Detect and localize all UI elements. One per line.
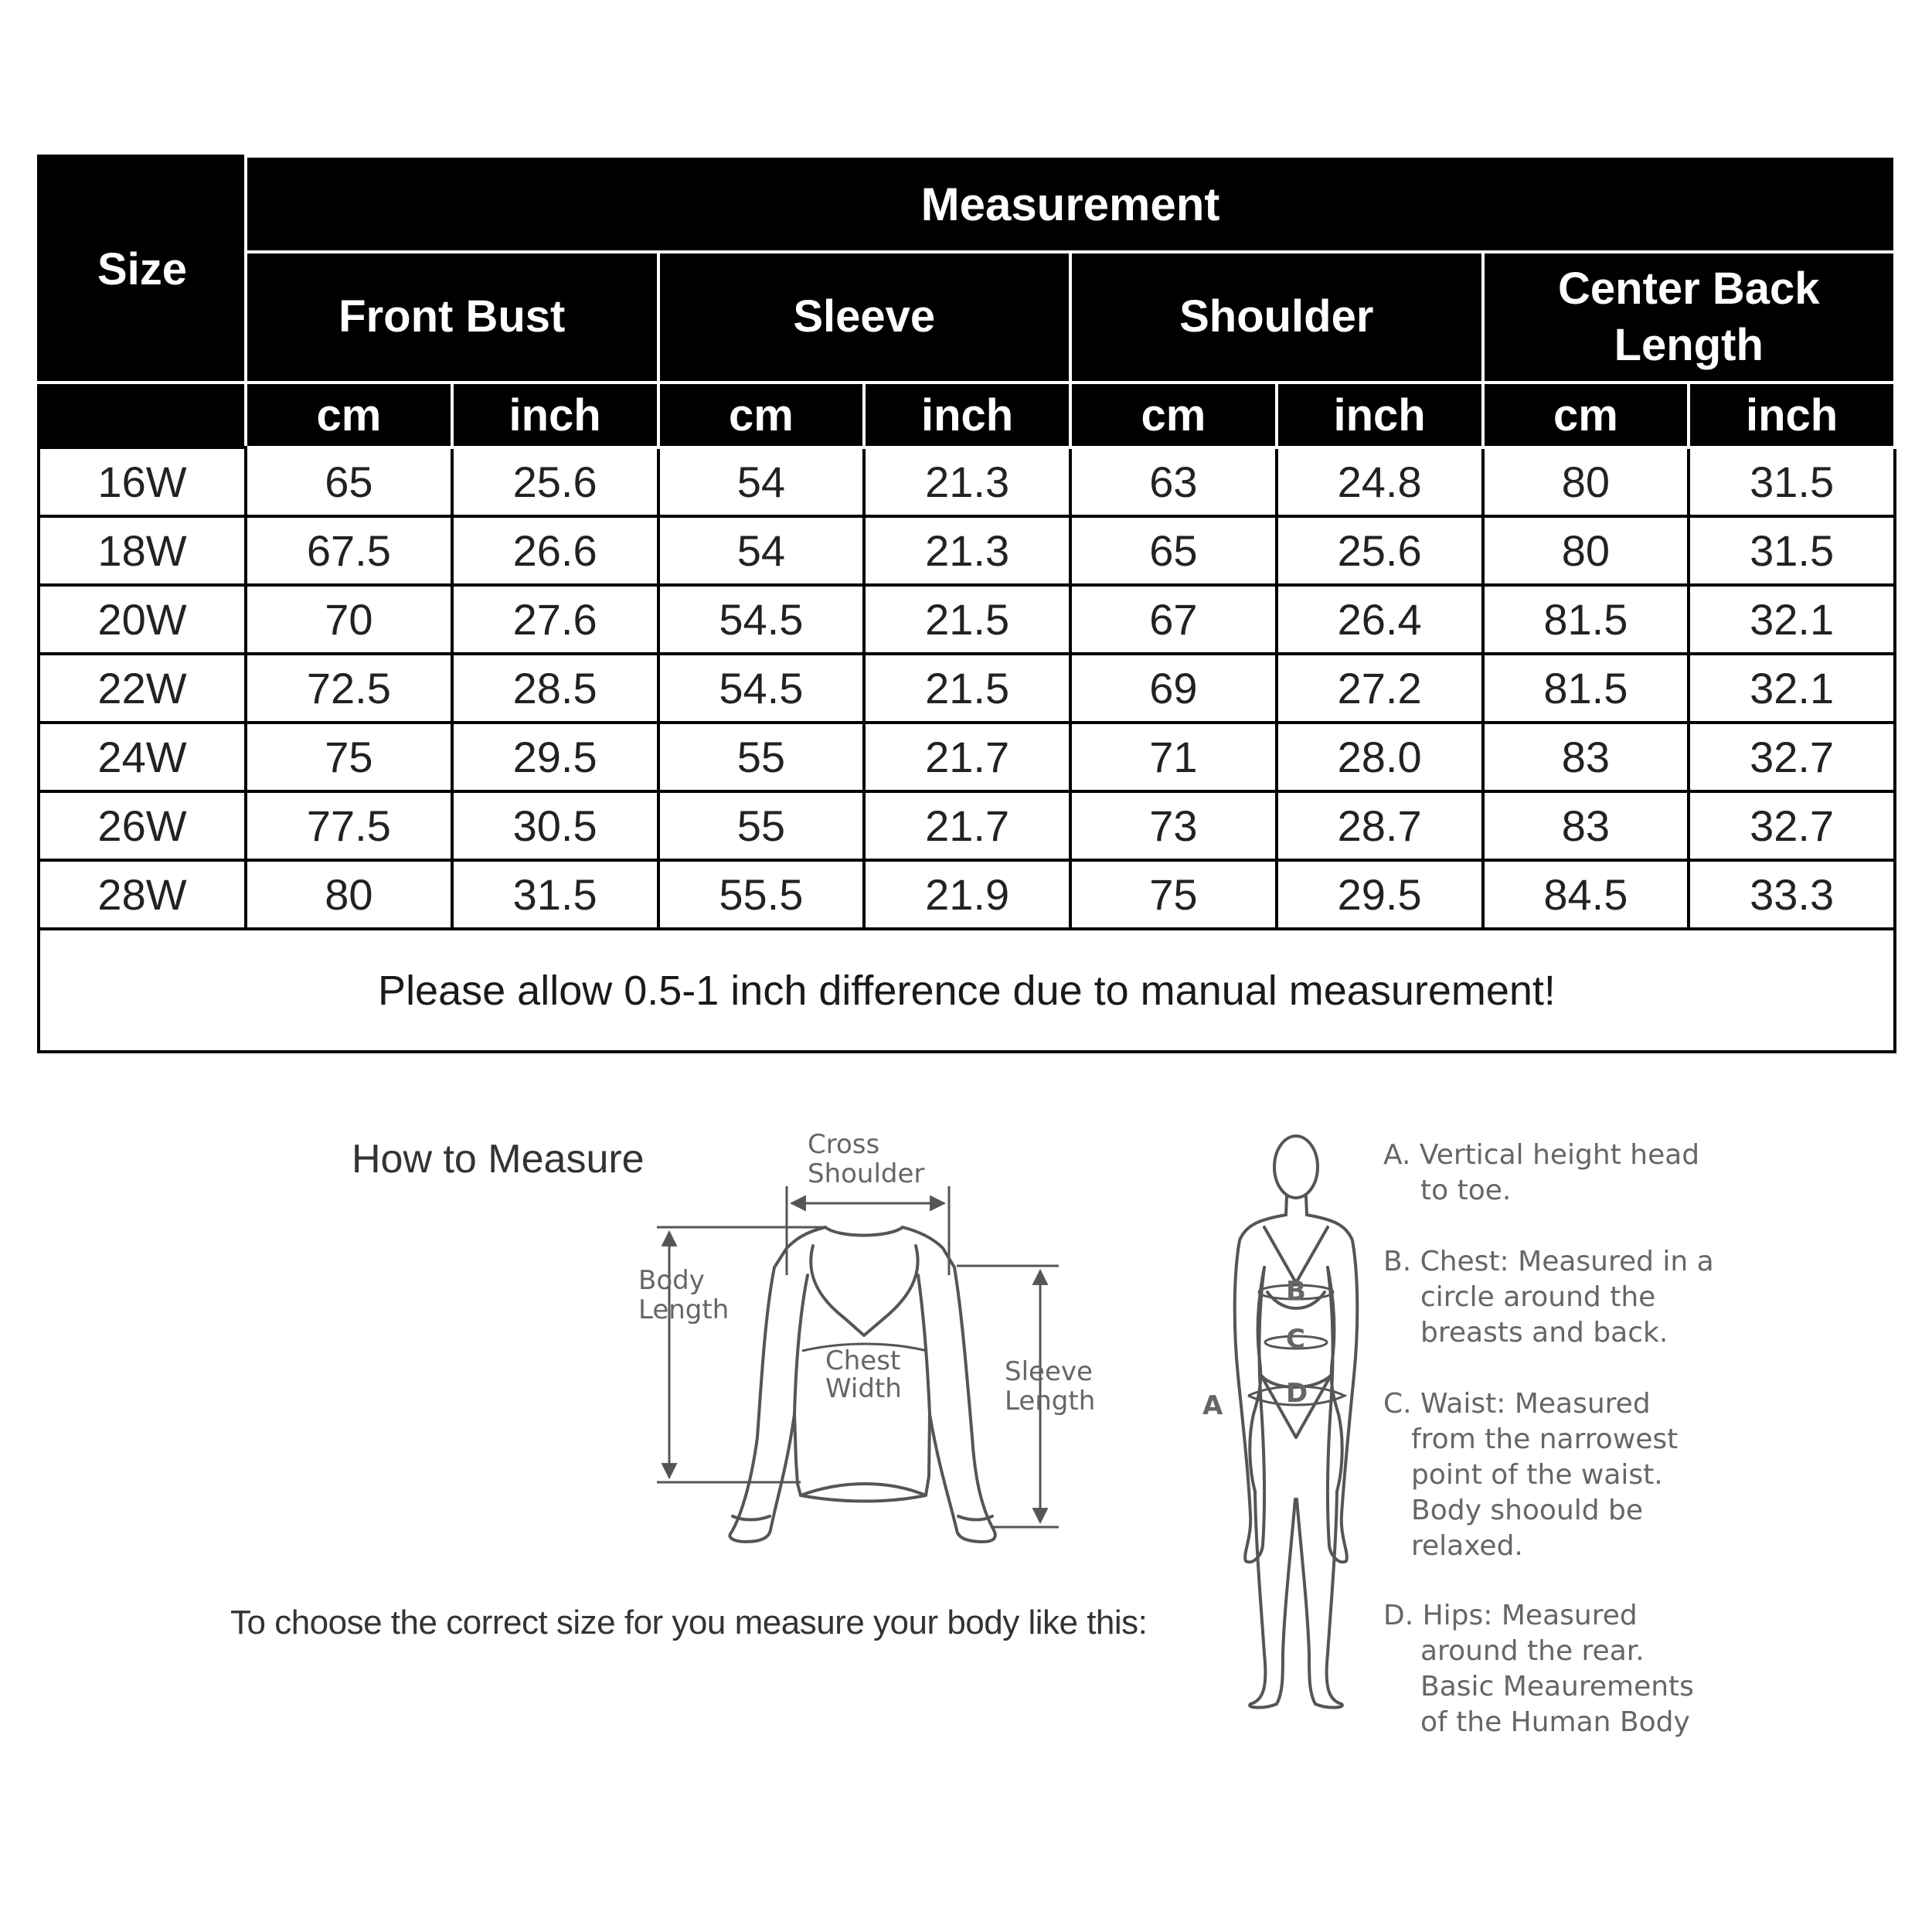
label-d: D [1286, 1378, 1308, 1409]
measurement-cell: 31.5 [452, 860, 658, 929]
size-column-header: Size [39, 156, 246, 383]
measurement-cell: 83 [1483, 791, 1689, 860]
measurement-cell: 27.2 [1277, 654, 1483, 723]
legend-d-line: of the Human Body [1420, 1706, 1690, 1738]
measurement-cell: 77.5 [246, 791, 452, 860]
figure-head [1274, 1136, 1318, 1198]
measurement-cell: 75 [246, 723, 452, 791]
legend-b [1383, 1244, 1714, 1351]
size-cell: 26W [39, 791, 246, 860]
legend-b-line: B. Chest: Measured in a [1383, 1246, 1714, 1277]
choose-size-instruction: To choose the correct size for you measure your body like this: [230, 1604, 1148, 1641]
legend-c [1383, 1386, 1678, 1564]
measurement-cell: 67 [1070, 585, 1277, 654]
measurement-header: Measurement [246, 156, 1895, 252]
shirt-collar [825, 1227, 903, 1236]
measurement-cell: 71 [1070, 723, 1277, 791]
legend-c-line: point of the waist. [1411, 1459, 1663, 1491]
legend-c-line: C. Waist: Measured [1383, 1388, 1651, 1420]
measurement-cell: 24.8 [1277, 447, 1483, 516]
size-cell: 20W [39, 585, 246, 654]
size-cell: 16W [39, 447, 246, 516]
legend-c-line: from the narrowest [1411, 1423, 1679, 1455]
measurement-cell: 67.5 [246, 516, 452, 585]
size-cell: 18W [39, 516, 246, 585]
measurement-cell: 25.6 [1277, 516, 1483, 585]
measurement-cell: 21.3 [864, 516, 1070, 585]
size-cell: 22W [39, 654, 246, 723]
left-sleeve-seam [794, 1275, 808, 1414]
measurement-cell: 28.5 [452, 654, 658, 723]
sleeve-header: Sleeve [658, 252, 1071, 383]
legend-d [1383, 1598, 1694, 1740]
measurement-cell: 29.5 [1277, 860, 1483, 929]
measurement-cell: 84.5 [1483, 860, 1689, 929]
measurement-cell: 80 [1483, 516, 1689, 585]
measurement-cell: 55 [658, 791, 865, 860]
measurement-cell: 26.4 [1277, 585, 1483, 654]
unit-header: inch [1689, 383, 1895, 447]
center-back-length-header: Center Back Length [1483, 252, 1896, 383]
measurement-cell: 21.9 [864, 860, 1070, 929]
measurement-cell: 32.7 [1689, 791, 1895, 860]
body-length-label: Length [638, 1294, 730, 1325]
measurement-cell: 28.7 [1277, 791, 1483, 860]
measurement-cell: 33.3 [1689, 860, 1895, 929]
measurement-cell: 54 [658, 516, 865, 585]
measurement-cell: 54.5 [658, 654, 865, 723]
label-b: B [1286, 1276, 1306, 1307]
right-cuff [958, 1516, 992, 1520]
measurement-cell: 28.0 [1277, 723, 1483, 791]
measurement-cell: 21.3 [864, 447, 1070, 516]
measurement-cell: 29.5 [452, 723, 658, 791]
measurement-note: Please allow 0.5-1 inch difference due to manual measurement! [39, 929, 1895, 1052]
body-length-label: Body [638, 1265, 705, 1296]
cross-shoulder-label: Cross [808, 1129, 880, 1160]
body-figure [1235, 1136, 1358, 1708]
shirt-labels [638, 1129, 1095, 1417]
measurement-cell: 32.7 [1689, 723, 1895, 791]
measurement-cell: 72.5 [246, 654, 452, 723]
measurement-cell: 32.1 [1689, 585, 1895, 654]
measurement-cell: 21.7 [864, 791, 1070, 860]
measurement-cell: 55.5 [658, 860, 865, 929]
size-cell: 28W [39, 860, 246, 929]
legend-a-line: A. Vertical height head [1383, 1139, 1700, 1171]
measurement-cell: 81.5 [1483, 585, 1689, 654]
unit-header: cm [1070, 383, 1277, 447]
measurement-cell: 75 [1070, 860, 1277, 929]
unit-header: cm [658, 383, 865, 447]
legend-c-line: relaxed. [1411, 1530, 1523, 1562]
legend-a-line: to toe. [1420, 1175, 1512, 1206]
unit-header: cm [246, 383, 452, 447]
sleeve-length-label: Length [1005, 1386, 1096, 1417]
unit-header: inch [452, 383, 658, 447]
right-sleeve-seam [918, 1275, 930, 1414]
measurement-cell: 80 [1483, 447, 1689, 516]
legend-b-line: circle around the [1420, 1281, 1656, 1313]
cross-shoulder-label: Shoulder [808, 1158, 925, 1189]
legend-d-line: Basic Meaurements [1420, 1671, 1694, 1702]
measurement-cell: 70 [246, 585, 452, 654]
legend-b-line: breasts and back. [1420, 1317, 1668, 1349]
left-cuff [733, 1516, 770, 1520]
measurement-cell: 55 [658, 723, 865, 791]
sleeve-length-label: Sleeve [1005, 1356, 1093, 1387]
measurement-cell: 30.5 [452, 791, 658, 860]
chest-width-label: Chest [825, 1345, 901, 1376]
legend-a [1383, 1138, 1699, 1209]
measurement-cell: 21.7 [864, 723, 1070, 791]
measurement-cell: 54.5 [658, 585, 865, 654]
measurement-cell: 32.1 [1689, 654, 1895, 723]
label-c: C [1286, 1324, 1305, 1355]
measurement-cell: 54 [658, 447, 865, 516]
measurement-cell: 65 [1070, 516, 1277, 585]
front-bust-header: Front Bust [246, 252, 658, 383]
measurement-cell: 83 [1483, 723, 1689, 791]
size-cell: 24W [39, 723, 246, 791]
measurement-cell: 69 [1070, 654, 1277, 723]
measurement-cell: 65 [246, 447, 452, 516]
unit-header: inch [1277, 383, 1483, 447]
legend-c-line: Body shoould be [1411, 1495, 1644, 1526]
measurement-cell: 21.5 [864, 585, 1070, 654]
measurement-cell: 25.6 [452, 447, 658, 516]
legend-d-line: around the rear. [1420, 1635, 1645, 1667]
unit-header: inch [864, 383, 1070, 447]
measurement-cell: 31.5 [1689, 447, 1895, 516]
chest-width-label: Width [825, 1373, 902, 1404]
measurement-cell: 81.5 [1483, 654, 1689, 723]
measurement-cell: 26.6 [452, 516, 658, 585]
shoulder-header: Shoulder [1070, 252, 1483, 383]
measurement-cell: 80 [246, 860, 452, 929]
measurement-cell: 27.6 [452, 585, 658, 654]
unit-header: cm [1483, 383, 1689, 447]
measurement-cell: 73 [1070, 791, 1277, 860]
shirt-hem [801, 1484, 926, 1495]
shirt-neckline [811, 1246, 917, 1335]
measurement-cell: 21.5 [864, 654, 1070, 723]
legend-d-line: D. Hips: Measured [1383, 1600, 1638, 1631]
how-to-measure-title: How to Measure [352, 1137, 645, 1182]
label-a: A [1202, 1390, 1223, 1421]
measurement-cell: 63 [1070, 447, 1277, 516]
measurement-cell: 31.5 [1689, 516, 1895, 585]
